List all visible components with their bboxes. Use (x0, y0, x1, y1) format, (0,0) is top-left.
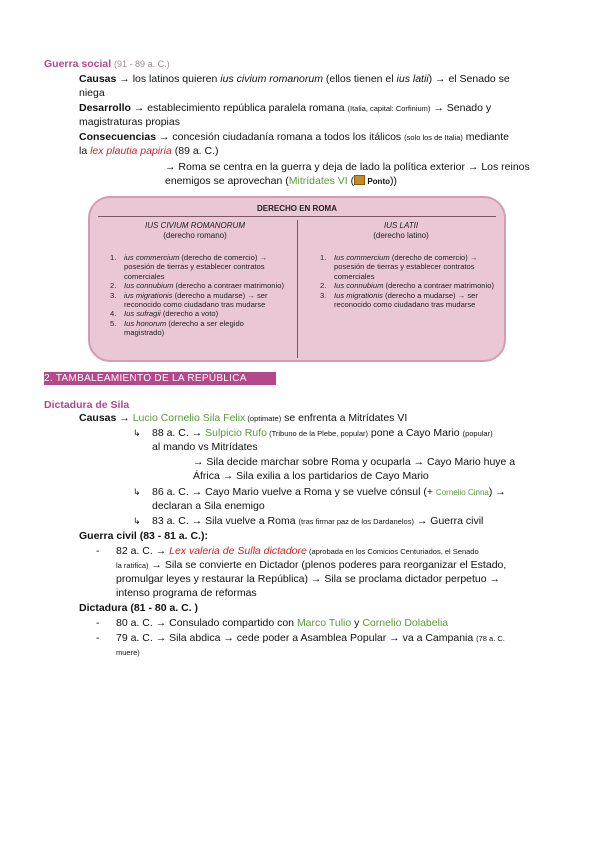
list-item: 1. Ius commercium (derecho de comercio) → posesión de tierras y establecer contratos comerciales (320, 253, 478, 281)
list-item: 1. ius commercium (derecho de comercio) → posesión de tierras y establecer contratos comerciales (110, 253, 268, 281)
dictadura-item-1: 80 a. C. → Consulado compartido con Marco Tulio y Cornelio Dolabelia (116, 617, 449, 629)
box-divider-horizontal (98, 216, 496, 217)
right-rights-list (320, 253, 496, 309)
desarrollo-line: Desarrollo → establecimiento república paralela romana (Italia, capital: Corfinium) → Senado y (79, 102, 492, 114)
roma-line-1: → Roma se centra en la guerra y deja de lado la política exterior → Los reinos (165, 161, 530, 173)
dictadura-item-2-line-2: muere) (116, 648, 140, 657)
event-88-line-2: al mando vs Mitrídates (152, 441, 258, 453)
event-86-line: 86 a. C. → Cayo Mario vuelve a Roma y se vuelve cónsul (+ Cornelio Cinna) → (152, 486, 506, 498)
dictadura-de-sila-heading: Dictadura de Sila (44, 399, 130, 411)
event-86-line-2: declaran a Sila enemigo (152, 500, 265, 512)
list-item: 4. Ius sufragii (derecho a voto) (110, 309, 219, 319)
map-icon (354, 175, 365, 185)
causas-line: Causas → los latinos quieren ius civium romanorum (ellos tienen el ius latii) → el Senado se (79, 73, 510, 85)
event-83-line: 83 a. C. → Sila vuelve a Roma (tras firmar paz de los Dardanelos) → Guerra civil (152, 515, 484, 527)
desarrollo-line-2: magistraturas propias (79, 116, 180, 128)
causas-line-2: niega (79, 87, 105, 99)
dash-bullet: - (96, 545, 100, 557)
box-title: DERECHO EN ROMA (256, 204, 337, 213)
left-column-header: IUS CIVIUM ROMANORUM (derecho romano) (145, 221, 245, 240)
event-88-sub-1: → Sila decide marchar sobre Roma y ocuparla → Cayo Mario huye a (193, 456, 516, 468)
guerra-civil-heading: Guerra civil (83 - 81 a. C.): (79, 530, 208, 542)
right-column-header: IUS LATII (derecho latino) (373, 221, 429, 240)
sub-arrow-icon: ↳ (133, 428, 141, 438)
guerra-social-heading: Guerra social (91 - 89 a. C.) (44, 58, 170, 70)
dash-bullet: - (96, 632, 100, 644)
roma-line-2: enemigos se aprovechan (Mitrídates VI ( Ponto)) (165, 175, 397, 187)
sub-arrow-icon: ↳ (133, 516, 141, 526)
dictadura-heading: Dictadura (81 - 80 a. C. ) (79, 602, 199, 614)
sila-causas-line: Causas → Lucio Cornelio Sila Felix (optimate) se enfrenta a Mitrídates VI (79, 412, 408, 424)
event-88-line: 88 a. C. → Sulpicio Rufo (Tribuno de la Plebe, popular) pone a Cayo Mario (popular) (152, 427, 493, 439)
section-2-header: 2. TAMBALEAMIENTO DE LA REPÚBLICA (44, 372, 276, 385)
consecuencias-line-2: la lex plautia papiria (89 a. C.) (79, 145, 219, 157)
left-rights-list (110, 253, 286, 338)
guerra-civil-item-1-line-2: la ratifica) → Sila se convierte en Dictador (plenos poderes para reorganizar el Estado, (116, 559, 507, 571)
list-item: 2. Ius connubium (derecho a contraer matrimonio) (110, 281, 284, 291)
list-item: 2. Ius connubium (derecho a contraer matrimonio) (320, 281, 494, 291)
event-88-sub-2: África → Sila exilia a los partidarios de Cayo Mario (193, 470, 429, 482)
sub-arrow-icon: ↳ (133, 487, 141, 497)
derecho-en-roma-box (88, 196, 506, 362)
guerra-civil-item-1-line-3: promulgar leyes y restaurar la República) → Sila se proclama dictador perpetuo → (116, 573, 501, 585)
box-divider-vertical (297, 220, 298, 358)
consecuencias-line: Consecuencias → concesión ciudadanía romana a todos los itálicos (solo los de Italia) mediante (79, 131, 510, 143)
list-item: 5. Ius honorum (derecho a ser elegido magistrado) (110, 318, 244, 338)
list-item: 3. Ius migrationis (derecho a mudarse) → ser reconocido como ciudadano tras mudarse (320, 290, 478, 310)
dash-bullet: - (96, 617, 100, 629)
list-item: 3. ius migrationis (derecho a mudarse) → ser reconocido como ciudadano tras mudarse (110, 290, 268, 310)
guerra-civil-item-1-line-4: intenso programa de reformas (116, 587, 257, 599)
guerra-civil-item-1: 82 a. C. → Lex valeria de Sulla dictadore (aprobada en los Comicios Centuriados, el Senado (116, 545, 479, 557)
dictadura-item-2: 79 a. C. → Sila abdica → cede poder a Asamblea Popular → va a Campania (78 a. C. (116, 632, 505, 644)
